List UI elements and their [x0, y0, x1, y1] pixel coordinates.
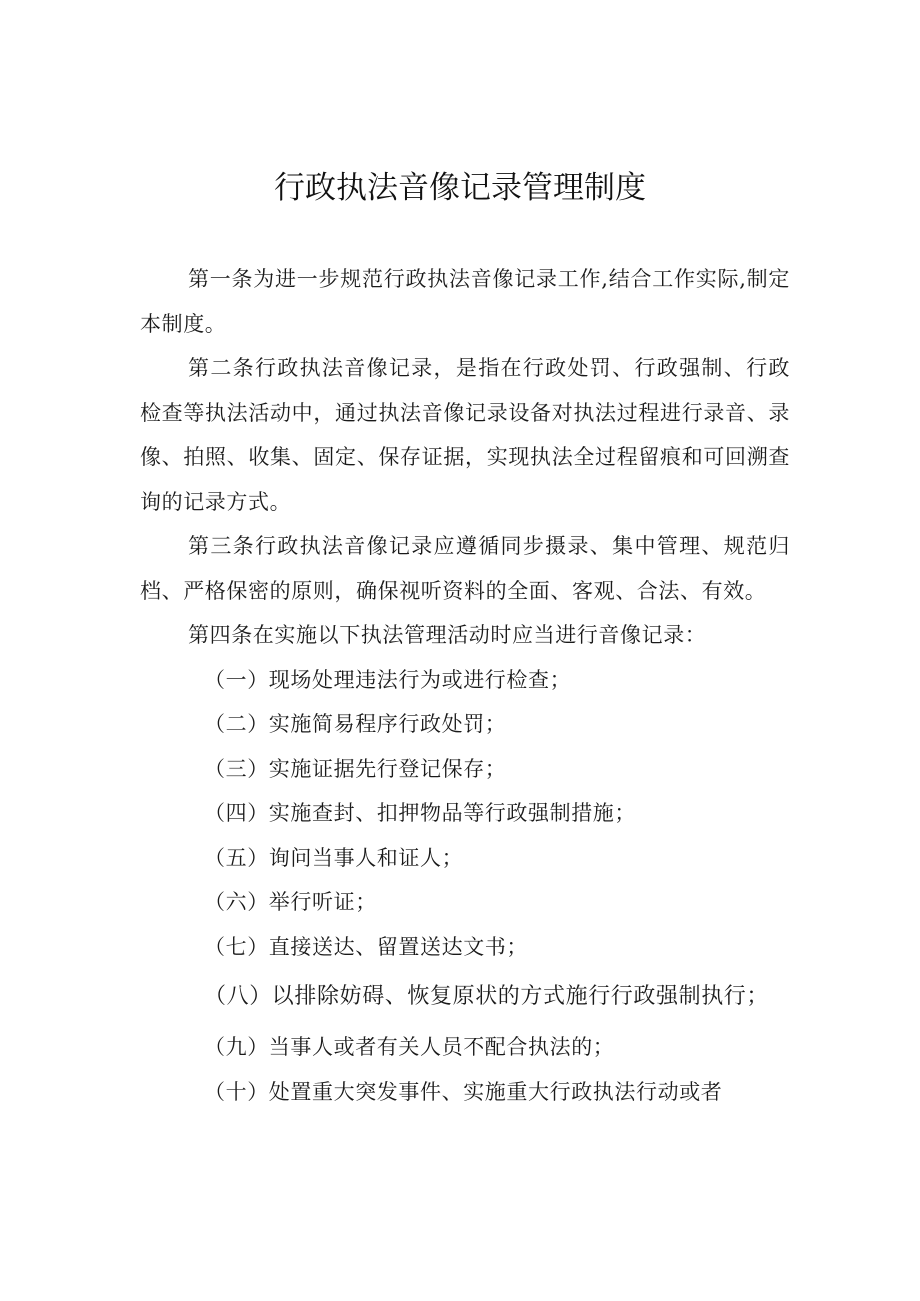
document-body [140, 257, 790, 1114]
list-item-4: （四）实施查封、扣押物品等行政强制措施； [204, 801, 636, 825]
list-item-6: （六）举行听证； [204, 890, 377, 914]
article-4: 第四条在实施以下执法管理活动时应当进行音像记录： [188, 623, 707, 647]
list-item-9: （九）当事人或者有关人员不配合执法的； [204, 1035, 615, 1059]
list-item-2: （二）实施简易程序行政处罚； [204, 712, 507, 736]
list-item-1: （一）现场处理违法行为或进行检查； [204, 667, 572, 692]
article-2: 第二条行政执法音像记录，是指在行政处罚、行政强制、行政检查等执法活动中，通过执法音像记录设备对执法过程进行录音、录像、拍照、收集、固定、保存证据，实现执法全过程留痕和可回溯查询的记录方式。 [140, 356, 790, 514]
list-item-7: （七）直接送达、留置送达文书； [204, 934, 528, 959]
list-item-3: （三）实施证据先行登记保存； [204, 756, 507, 781]
list-item-8: （八）以排除妨碍、恢复原状的方式施行行政强制执行； [204, 984, 770, 1009]
list-item-10: （十）处置重大突发事件、实施重大行政执法行动或者 [204, 1079, 723, 1104]
list-item-5: （五）询问当事人和证人； [204, 845, 464, 870]
document-title: 行政执法音像记录管理制度 [274, 170, 646, 206]
article-3: 第三条行政执法音像记录应遵循同步摄录、集中管理、规范归档、严格保密的原则，确保视听资料的全面、客观、合法、有效。 [140, 534, 790, 603]
article-1: 第一条为进一步规范行政执法音像记录工作,结合工作实际,制定本制度。 [140, 267, 790, 336]
